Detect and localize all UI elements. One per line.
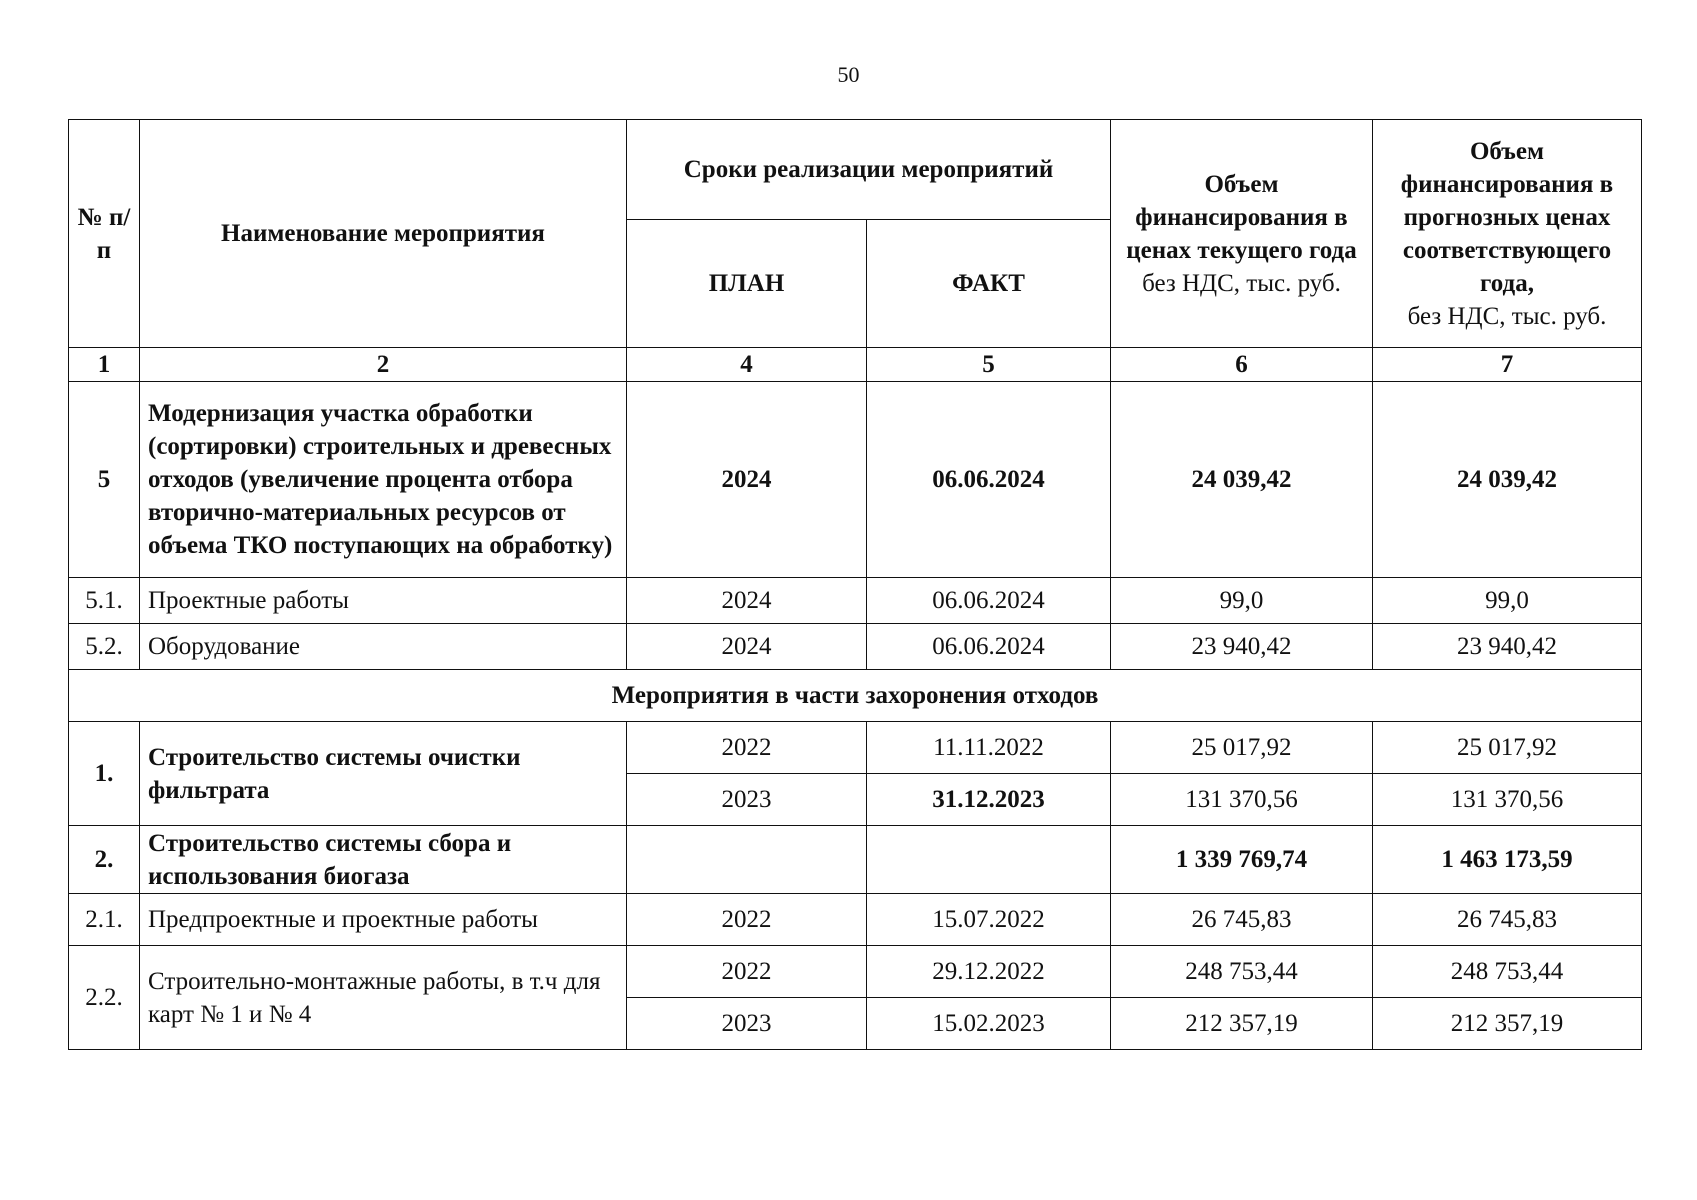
row-vol-forecast: 26 745,83 xyxy=(1373,894,1642,946)
row-fact: 11.11.2022 xyxy=(867,722,1111,774)
header-fact: ФАКТ xyxy=(867,220,1111,348)
header-vol-forecast xyxy=(1373,120,1642,348)
col-number: 5 xyxy=(867,348,1111,382)
row-name: Оборудование xyxy=(140,624,627,670)
row-name: Строительство системы очистки фильтрата xyxy=(140,722,627,826)
row-vol-current: 131 370,56 xyxy=(1111,774,1373,826)
row-fact: 31.12.2023 xyxy=(867,774,1111,826)
activities-table xyxy=(68,119,1642,1050)
row-vol-forecast: 99,0 xyxy=(1373,578,1642,624)
row-plan: 2022 xyxy=(627,722,867,774)
table-row xyxy=(69,946,1642,998)
table-row xyxy=(69,894,1642,946)
header-vol-current-sub: без НДС, тыс. руб. xyxy=(1142,269,1341,297)
header-num: № п/п xyxy=(69,120,140,348)
section-title: Мероприятия в части захоронения отходов xyxy=(69,670,1642,722)
row-name: Предпроектные и проектные работы xyxy=(140,894,627,946)
row-vol-forecast: 212 357,19 xyxy=(1373,998,1642,1050)
row-num: 5.2. xyxy=(69,624,140,670)
row-plan: 2022 xyxy=(627,946,867,998)
row-plan: 2024 xyxy=(627,578,867,624)
row-plan: 2024 xyxy=(627,382,867,578)
page-number: 50 xyxy=(837,62,860,87)
row-fact: 15.07.2022 xyxy=(867,894,1111,946)
row-vol-forecast: 25 017,92 xyxy=(1373,722,1642,774)
row-plan: 2022 xyxy=(627,894,867,946)
table-row xyxy=(69,826,1642,894)
row-vol-current: 23 940,42 xyxy=(1111,624,1373,670)
row-vol-current: 1 339 769,74 xyxy=(1111,826,1373,894)
row-plan: 2023 xyxy=(627,998,867,1050)
col-number: 7 xyxy=(1373,348,1642,382)
header-plan: ПЛАН xyxy=(627,220,867,348)
row-vol-current: 212 357,19 xyxy=(1111,998,1373,1050)
header-vol-current xyxy=(1111,120,1373,348)
row-num: 2. xyxy=(69,826,140,894)
row-name: Модернизация участка обработки (сортировки) строительных и древесных отходов (увеличение процента отбора вторично-материальных ресурсов от объема ТКО поступающих на обработку) xyxy=(140,382,627,578)
row-num: 5 xyxy=(69,382,140,578)
row-vol-current: 248 753,44 xyxy=(1111,946,1373,998)
row-plan xyxy=(627,826,867,894)
row-vol-forecast: 248 753,44 xyxy=(1373,946,1642,998)
col-number: 1 xyxy=(69,348,140,382)
row-vol-forecast: 131 370,56 xyxy=(1373,774,1642,826)
row-vol-current: 24 039,42 xyxy=(1111,382,1373,578)
table-row xyxy=(69,382,1642,578)
header-vol-forecast-sub: без НДС, тыс. руб. xyxy=(1407,302,1607,330)
section-row xyxy=(69,670,1642,722)
row-num: 1. xyxy=(69,722,140,826)
row-name: Строительство системы сбора и использования биогаза xyxy=(140,826,627,894)
row-fact: 29.12.2022 xyxy=(867,946,1111,998)
row-vol-current: 25 017,92 xyxy=(1111,722,1373,774)
header-vol-forecast-title: Объем финансирования в прогнозных ценах соответствующего года, xyxy=(1400,137,1614,297)
row-vol-current: 26 745,83 xyxy=(1111,894,1373,946)
table-row xyxy=(69,722,1642,774)
row-num: 2.1. xyxy=(69,894,140,946)
col-number: 2 xyxy=(140,348,627,382)
row-num: 5.1. xyxy=(69,578,140,624)
header-vol-current-title: Объем финансирования в ценах текущего года xyxy=(1126,170,1357,264)
row-name: Строительно-монтажные работы, в т.ч для карт № 1 и № 4 xyxy=(140,946,627,1050)
row-fact: 06.06.2024 xyxy=(867,578,1111,624)
header-terms: Сроки реализации мероприятий xyxy=(627,120,1111,220)
row-fact: 06.06.2024 xyxy=(867,382,1111,578)
row-vol-forecast: 23 940,42 xyxy=(1373,624,1642,670)
table-row xyxy=(69,624,1642,670)
row-fact: 06.06.2024 xyxy=(867,624,1111,670)
row-vol-forecast: 24 039,42 xyxy=(1373,382,1642,578)
table-row xyxy=(69,578,1642,624)
row-fact xyxy=(867,826,1111,894)
row-vol-forecast: 1 463 173,59 xyxy=(1373,826,1642,894)
row-plan: 2024 xyxy=(627,624,867,670)
row-vol-current: 99,0 xyxy=(1111,578,1373,624)
row-plan: 2023 xyxy=(627,774,867,826)
col-number: 6 xyxy=(1111,348,1373,382)
row-num: 2.2. xyxy=(69,946,140,1050)
col-number: 4 xyxy=(627,348,867,382)
row-name: Проектные работы xyxy=(140,578,627,624)
header-name: Наименование мероприятия xyxy=(140,120,627,348)
row-fact: 15.02.2023 xyxy=(867,998,1111,1050)
